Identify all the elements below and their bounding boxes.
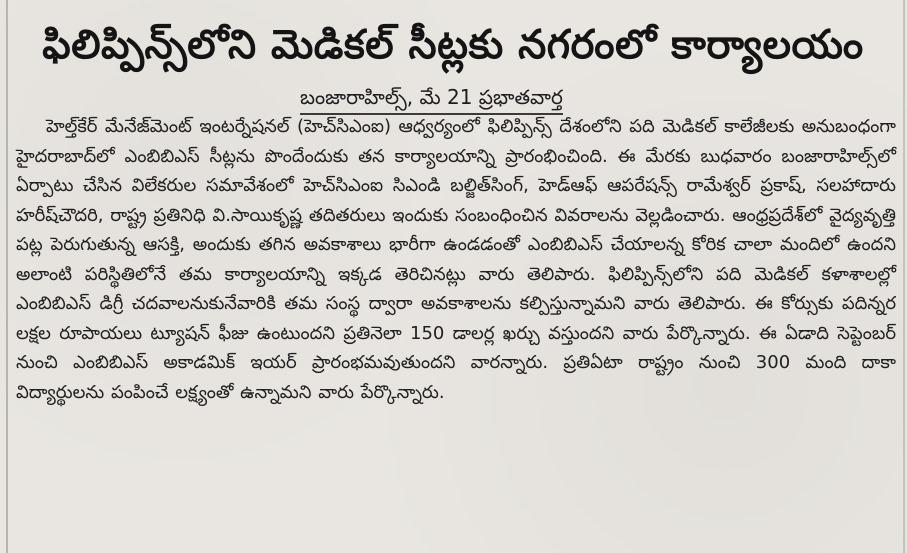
clipping-left-edge <box>6 0 8 553</box>
article-body: హెల్త్‌కేర్ మేనేజ్‌మెంట్ ఇంటర్నేషనల్ (హెచ్‌సిఎంఐ) ఆధ్వర్యంలో ఫిలిప్పిన్స్ దేశంలోని పది మెడికల్ కాలేజీలకు అనుబంధంగా హైదరాబాద్‌లో ఎంబిబిఎస్ సీట్లను పొందేందుకు తన కార్యాలయాన్ని ప్రారంభించింది. ఈ మేరకు బుధవారం బంజారాహిల్స్‌లో ఏర్పాటు చేసిన విలేకరుల సమావేశంలో హెచ్‌సిఎంఐ సిఎండి బల్జిత్‌సింగ్, హెడ్‌ఆఫ్ ఆపరేషన్స్ రామేశ్వర్ ప్రకాష్, సలహాదారు హరీష్‌చౌదరి, రాష్ట్ర ప్రతినిధి వి.సాయికృష్ణ తదితరులు ఇందుకు సంబంధించిన వివరాలను వెల్లడించారు. ఆంధ్రప్రదేశ్‌లో వైద్యవృత్తి పట్ల పెరుగుతున్న ఆసక్తి, అందుకు తగిన అవకాశాలు భారీగా ఉండడంతో ఎంబిబిఎస్ చేయాలన్న కోరిక చాలా మందిలో ఉందని అలాంటి పరిస్థితిలోనే తమ కార్యాలయాన్ని ఇక్కడ తెరిచినట్లు వారు తెలిపారు. ఫిలిప్పిన్స్‌లోని పది మెడికల్ కళాశాలల్లో ఎంబిబిఎస్ డిగ్రీ చదవాలనుకునేవారికి తమ సంస్థ ద్వారా అవకాశాలను కల్పిస్తున్నామని వారు తెలిపారు. ఈ కోర్సుకు పదిన్నర లక్షల రూపాయలు ట్యూషన్ ఫీజు ఉంటుందని ప్రతినెలా 150 డాలర్ల ఖర్చు వస్తుందని వారు పేర్కొన్నారు. ఈ ఏడాది సెప్టెంబర్ నుంచి ఎంబిబిఎస్ అకాడమిక్ ఇయర్ ప్రారంభమవుతుందని వారన్నారు. ప్రతిఏటా రాష్ట్రం నుంచి 300 మంది దాకా విద్యార్థులను పంపించే లక్ష్యంతో ఉన్నామని వారు పేర్కొన్నారు. <box>16 116 896 403</box>
article-dateline <box>300 82 563 112</box>
clipping-right-edge <box>903 0 905 553</box>
dateline-text: బంజారాహిల్స్, మే 21 ప్రభాతవార్త <box>300 85 563 109</box>
article-headline: ఫిలిప్పిన్స్‌లోని మెడికల్ సీట్లకు నగరంలో కార్యాలయం <box>42 22 864 68</box>
